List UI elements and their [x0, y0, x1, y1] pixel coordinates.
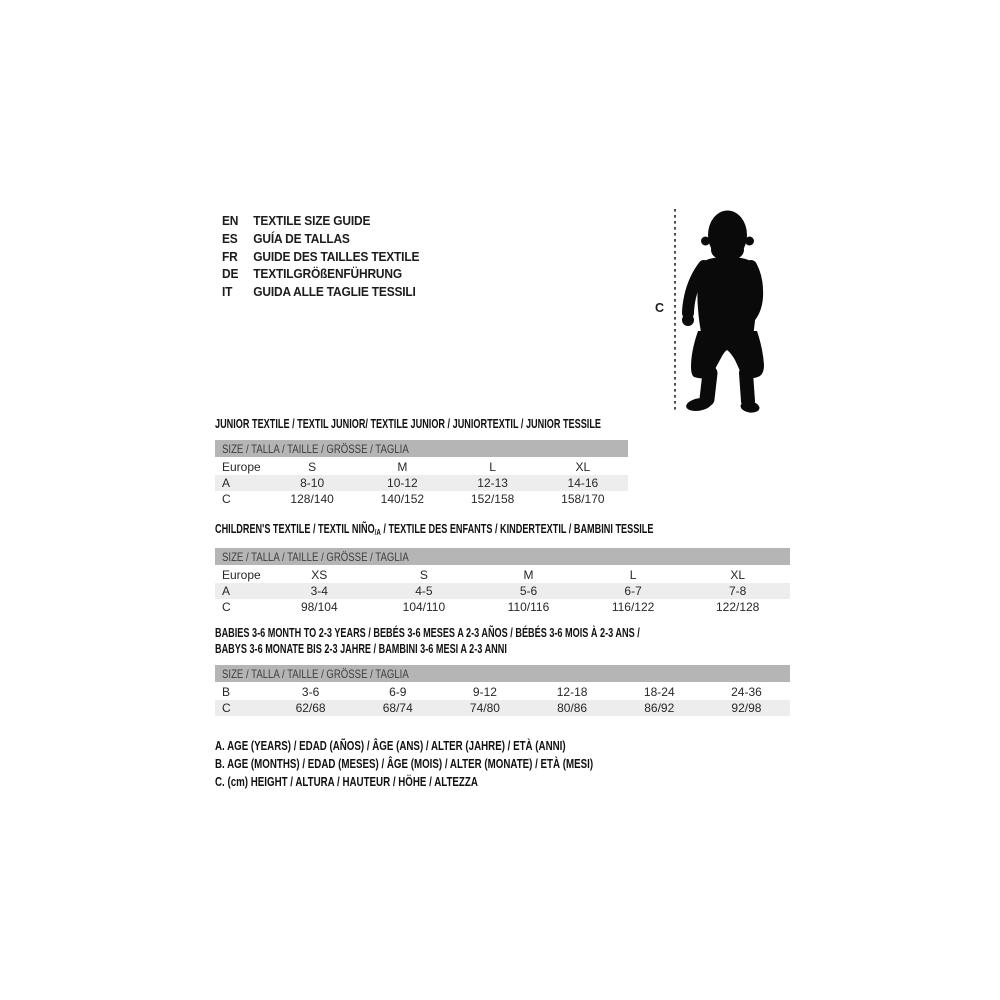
size-header-label: SIZE / TALLA / TAILLE / GRÖSSE / TAGLIA	[222, 442, 409, 456]
table-cell: S	[308, 460, 317, 474]
table-cell: 4-5	[415, 584, 433, 598]
title-subscript: /A	[374, 527, 381, 537]
language-code: DE	[222, 266, 239, 282]
language-title: GUÍA DE TALLAS	[253, 230, 350, 246]
table-cell: XS	[311, 568, 328, 582]
table-cell: 18-24	[643, 685, 675, 699]
language-code: FR	[222, 248, 238, 264]
table-cell: 3-4	[310, 584, 328, 598]
table-title	[215, 625, 640, 657]
table-cell: L	[489, 460, 496, 474]
table-row-height	[215, 599, 790, 615]
measure-legend	[215, 737, 593, 791]
table-cell: 158/170	[561, 492, 605, 506]
table-title	[215, 521, 654, 540]
row-label: C	[222, 701, 231, 715]
height-measure-label: C	[655, 301, 665, 315]
language-row-fr	[222, 248, 419, 266]
row-label: C	[222, 600, 231, 614]
table-cell: 8-10	[300, 476, 325, 490]
legend-line-c: C. (cm) HEIGHT / ALTURA / HAUTEUR / HÖHE / ALTEZZA	[215, 775, 478, 789]
table-cell: 140/152	[380, 492, 425, 506]
language-row-es	[222, 230, 419, 248]
title-part: CHILDREN'S TEXTILE / TEXTIL NIÑO	[215, 522, 375, 536]
row-label: B	[222, 685, 231, 699]
legend-line-b: B. AGE (MONTHS) / EDAD (MESES) / ÂGE (MOIS) / ALTER (MONATE) / ETÀ (MESI)	[215, 757, 594, 771]
language-code: IT	[222, 284, 233, 300]
row-label: Europe	[222, 568, 261, 582]
table-cell: XL	[575, 460, 591, 474]
size-header-bar	[215, 440, 628, 457]
title-line-2: BABYS 3-6 MONATE BIS 2-3 JAHRE / BAMBINI 3-6 MESI A 2-3 ANNI	[215, 642, 507, 656]
table-row-height	[215, 491, 628, 507]
table-cell: M	[523, 568, 534, 582]
table-cell: 24-36	[731, 685, 762, 699]
table-cell: 128/140	[290, 492, 334, 506]
toddler-silhouette-icon	[648, 195, 788, 417]
title-part: / TEXTILE DES ENFANTS / KINDERTEXTIL / BAMBINI TESSILE	[380, 522, 654, 536]
toddler-shape	[682, 211, 764, 414]
row-label: A	[222, 476, 231, 490]
table-cell: 62/68	[295, 701, 326, 715]
size-header-label: SIZE / TALLA / TAILLE / GRÖSSE / TAGLIA	[222, 667, 409, 681]
row-label: Europe	[222, 460, 261, 474]
table-cell: 92/98	[731, 701, 762, 715]
table-row-europe	[215, 459, 628, 475]
language-code: ES	[222, 230, 238, 246]
table-cell: 74/80	[469, 701, 500, 715]
table-cell: 12-13	[477, 476, 508, 490]
table-cell: 6-7	[624, 584, 642, 598]
table-cell: 104/110	[402, 600, 446, 614]
title-line-1: BABIES 3-6 MONTH TO 2-3 YEARS / BEBÉS 3-6 MESES A 2-3 AÑOS / BÉBÉS 3-6 MOIS À 2-3 ANS /	[215, 626, 640, 640]
table-cell: 12-18	[556, 685, 588, 699]
row-label: C	[222, 492, 231, 506]
table-cell: 80/86	[557, 701, 588, 715]
table-cell: 7-8	[729, 584, 747, 598]
table-cell: 9-12	[472, 685, 497, 699]
size-table-babies	[215, 625, 790, 716]
table-cell: 86/92	[644, 701, 675, 715]
legend-line-a: A. AGE (YEARS) / EDAD (AÑOS) / ÂGE (ANS) / ALTER (JAHRE) / ETÀ (ANNI)	[215, 739, 566, 753]
language-title-list	[222, 212, 419, 301]
size-table-children	[215, 521, 790, 615]
table-row-months	[215, 684, 790, 700]
table-title: JUNIOR TEXTILE / TEXTIL JUNIOR/ TEXTILE JUNIOR / JUNIORTEXTIL / JUNIOR TESSILE	[215, 417, 602, 431]
size-header-bar	[215, 548, 790, 565]
table-row-age	[215, 583, 790, 599]
table-cell: 122/128	[715, 600, 760, 614]
table-cell: 5-6	[519, 584, 538, 598]
table-row-europe	[215, 567, 790, 583]
table-cell: 14-16	[567, 476, 599, 490]
table-cell: L	[629, 568, 637, 582]
language-title: TEXTILGRÖßENFÜHRUNG	[253, 266, 402, 282]
table-cell: S	[419, 568, 428, 582]
language-row-it	[222, 283, 419, 301]
language-row-en	[222, 212, 419, 230]
size-header-bar	[215, 665, 790, 682]
table-cell: 110/116	[507, 600, 550, 614]
table-cell: 152/158	[470, 492, 515, 506]
table-row-age	[215, 475, 628, 491]
row-label: A	[222, 584, 231, 598]
table-cell: 116/122	[611, 600, 655, 614]
table-cell: 6-9	[389, 685, 407, 699]
size-header-label: SIZE / TALLA / TAILLE / GRÖSSE / TAGLIA	[222, 550, 409, 564]
table-row-height	[215, 700, 790, 716]
table-cell: XL	[730, 568, 746, 582]
table-cell: 10-12	[387, 476, 418, 490]
language-code: EN	[222, 213, 239, 228]
table-cell: 68/74	[382, 701, 413, 715]
language-title: GUIDA ALLE TAGLIE TESSILI	[253, 284, 416, 300]
table-cell: 98/104	[300, 600, 338, 614]
language-title: GUIDE DES TAILLES TEXTILE	[253, 248, 420, 264]
language-title: TEXTILE SIZE GUIDE	[253, 213, 371, 228]
language-row-de	[222, 265, 419, 283]
table-cell: M	[397, 460, 408, 474]
table-cell: 3-6	[301, 685, 320, 699]
size-table-junior	[215, 416, 628, 507]
